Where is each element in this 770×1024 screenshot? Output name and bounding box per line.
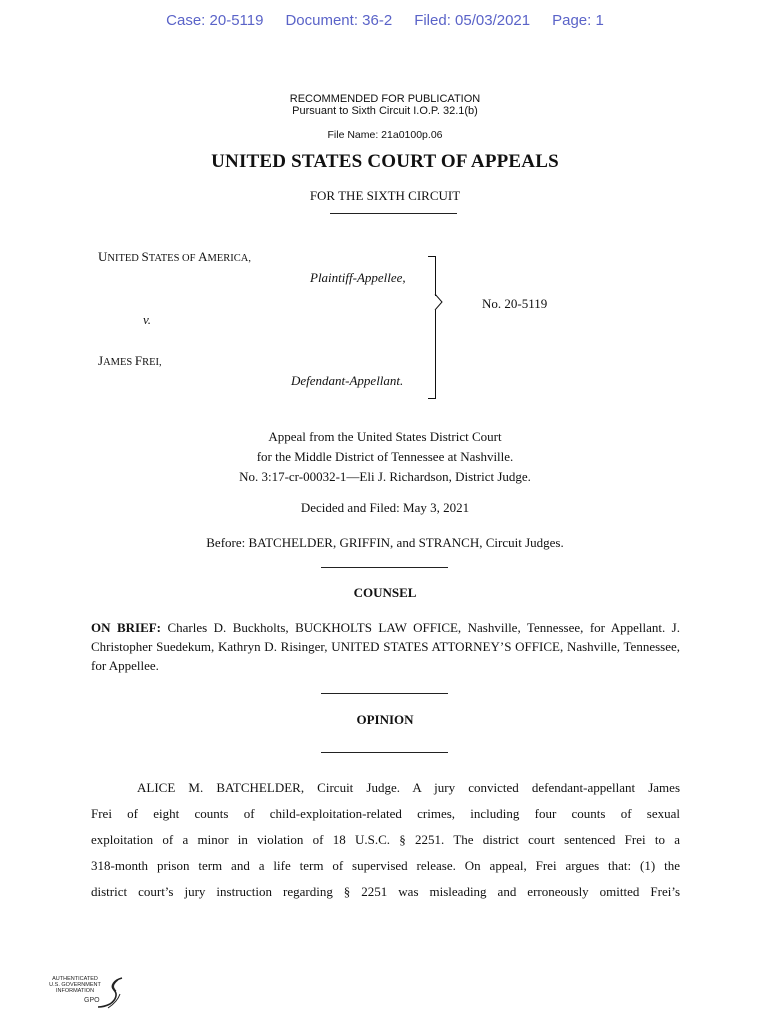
defendant-name: JAMES FREI, [98,353,162,368]
decided-and-filed: Decided and Filed: May 3, 2021 [300,500,470,515]
recommended-for-publication: RECOMMENDED FOR PUBLICATION [289,93,481,105]
stamp-page: Page: 1 [552,12,604,29]
counsel-heading: COUNSEL [353,585,417,600]
panel-judges: Before: BATCHELDER, GRIFFIN, and STRANCH, Circuit Judges. [206,535,564,550]
filing-stamp [0,12,770,29]
title-rule [330,213,457,214]
counsel-label: ON BRIEF: [91,620,162,635]
stamp-filed: Filed: 05/03/2021 [414,12,531,29]
opinion-rule [321,752,448,753]
publication-notice [0,93,770,117]
versus: v. [143,312,152,327]
appeal-block [0,427,770,487]
gpo-authenticated-logo: AUTHENTICATED U.S. GOVERNMENT INFORMATION GPO [46,976,136,1016]
opinion-heading: OPINION [356,712,414,727]
plaintiff-role: Plaintiff-Appellee, [310,270,406,285]
opinion-line-1: ALICE M. BATCHELDER, Circuit Judge. A jury convicted defendant-appellant James [137,780,680,795]
counsel-rule [321,693,448,694]
opinion-line-5: district court’s jury instruction regarding § 2251 was misleading and erroneously omitted Frei’s [91,884,680,899]
opinion-line-4: 318-month prison term and a life term of supervised release. On appeal, Frei argues that: (1) the [91,858,680,873]
stamp-document: Document: 36-2 [285,12,393,29]
file-name: File Name: 21a0100p.06 [327,129,443,141]
circuit-name: FOR THE SIXTH CIRCUIT [309,188,461,203]
defendant-role: Defendant-Appellant. [291,373,404,388]
opinion-line-2: Frei of eight counts of child-exploitation-related crimes, including four counts of sexual [91,806,680,821]
court-title: UNITED STATES COURT OF APPEALS [211,151,559,172]
eagle-icon [96,976,126,1010]
panel-rule [321,567,448,568]
counsel-paragraph [91,618,680,675]
appeal-line-2: for the Middle District of Tennessee at Nashville. [256,449,514,464]
plaintiff-name: UNITED STATES OF AMERICA, [98,249,251,264]
counsel-text: Charles D. Buckholts, BUCKHOLTS LAW OFFICE, Nashville, Tennessee, for Appellant. J. Christopher Suedekum, Kathryn D. Risinger, UNITED STATES ATTORNEY’S OFFICE, Nashville, Tennessee, for Appellee. [91,620,680,673]
case-number: No. 20-5119 [482,296,548,311]
appeal-line-1: Appeal from the United States District Court [268,429,502,444]
opinion-line-3: exploitation of a minor in violation of 18 U.S.C. § 2251. The district court sentenced Frei to a [91,832,680,847]
pursuant-note: Pursuant to Sixth Circuit I.O.P. 32.1(b) [292,105,478,117]
appeal-line-3: No. 3:17-cr-00032-1—Eli J. Richardson, District Judge. [239,469,531,484]
stamp-case: Case: 20-5119 [166,12,264,29]
